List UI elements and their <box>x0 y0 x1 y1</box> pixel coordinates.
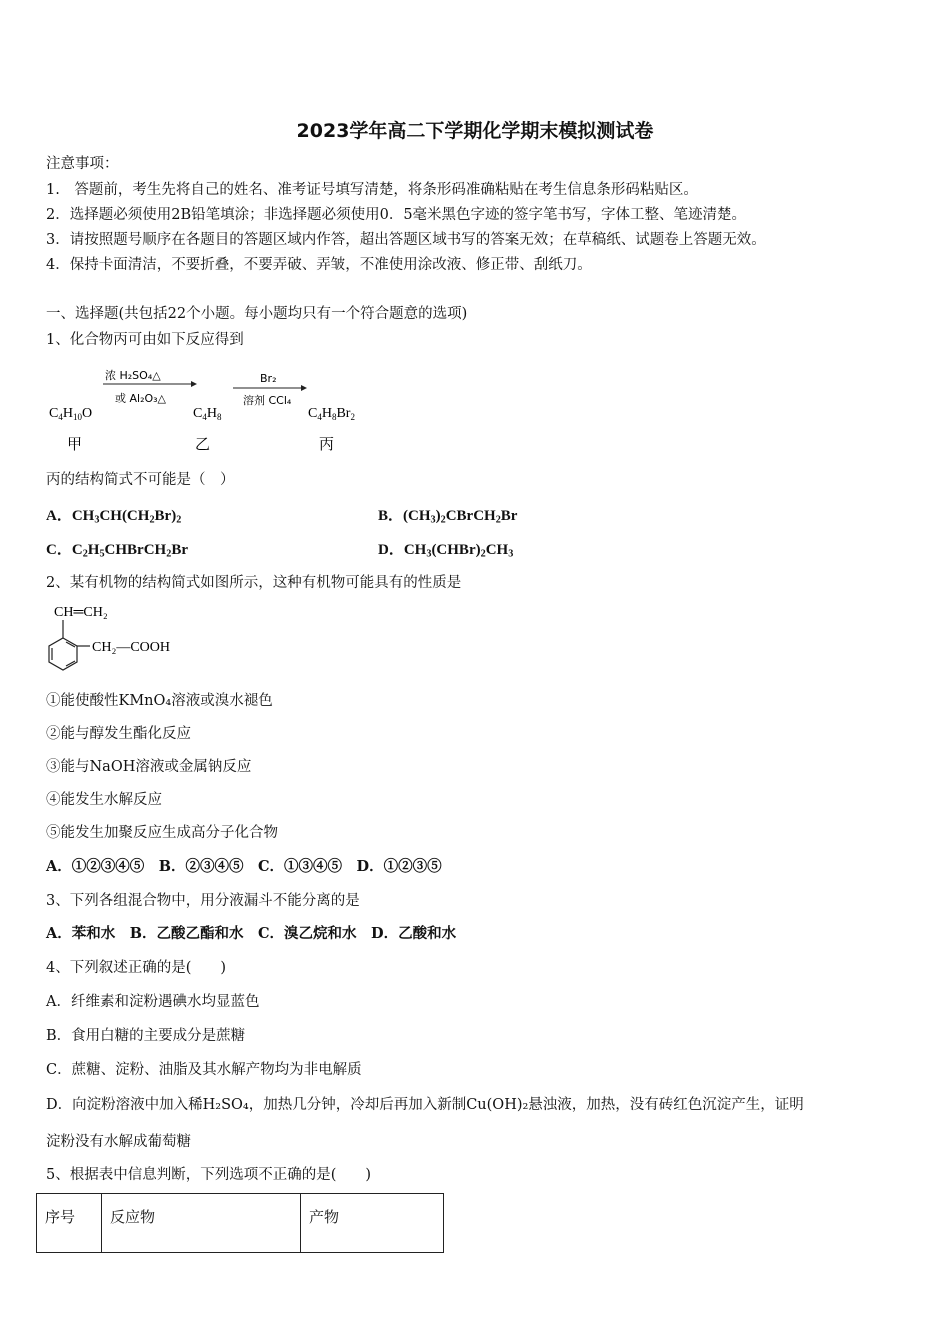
question-2-stem: 2、某有机物的结构简式如图所示，这种有机物可能具有的性质是 <box>46 575 462 591</box>
table-header-cell: 产物 <box>301 1194 444 1253</box>
reagent-2-bottom: 溶剂 CCl₄ <box>243 394 292 407</box>
section-heading: 一、选择题(共包括22个小题。每小题均只有一个符合题意的选项) <box>46 306 468 322</box>
q2-property: ④能发生水解反应 <box>46 792 162 808</box>
question-5-stem: 5、根据表中信息判断，下列选项不正确的是( ) <box>46 1167 372 1183</box>
q1-option-a: A．$CH_3CH(CH_2Br)_2$ <box>46 508 182 526</box>
option-prefix: D． <box>378 542 404 558</box>
table-header-cell: 序号 <box>37 1194 102 1253</box>
notice-item: 2．选择题必须使用2B铅笔填涂；非选择题必须使用0．5毫米黑色字迹的签字笔书写，字体工整、笔迹清楚。 <box>46 207 747 223</box>
notice-item: 1. 答题前，考生先将自己的姓名、准考证号填写清楚，将条形码准确粘贴在考生信息条形码粘贴区。 <box>46 182 698 198</box>
label-yi: 乙 <box>195 435 211 453</box>
arrow-head-icon <box>301 385 307 391</box>
table-header-cell: 反应物 <box>102 1194 301 1253</box>
q1-option-d: D．$CH_3(CHBr)_2CH_3$ <box>378 542 514 560</box>
q2-property: ⑤能发生加聚反应生成高分子化合物 <box>46 825 278 841</box>
q3-options: A．苯和水 B．乙酸乙酯和水 C．溴乙烷和水 D．乙酸和水 <box>46 925 457 942</box>
compound-c-formula: $C_4H_8Br_2$ <box>308 406 355 422</box>
reaction-scheme <box>45 362 385 457</box>
notice-item: 3．请按照题号顺序在各题目的答题区域内作答，超出答题区域书写的答案无效；在草稿纸、试题卷上答题无效。 <box>46 232 766 248</box>
q4-option-a: A．纤维素和淀粉遇碘水均显蓝色 <box>46 994 260 1010</box>
side-chain-label: CH₂—COOH <box>92 640 170 655</box>
question-4-stem: 4、下列叙述正确的是( ) <box>46 960 227 976</box>
option-prefix: B． <box>378 508 404 524</box>
question-1-stem: 1、化合物丙可由如下反应得到 <box>46 332 244 348</box>
q4-option-d: D．向淀粉溶液中加入稀H₂SO₄，加热几分钟，冷却后再加入新制Cu(OH)₂悬浊液，加热，没有砖红色沉淀产生，证明 <box>46 1097 804 1113</box>
q2-property: ①能使酸性KMnO₄溶液或溴水褪色 <box>46 693 273 709</box>
option-prefix: C． <box>46 542 72 558</box>
q2-property: ③能与NaOH溶液或金属钠反应 <box>46 759 252 775</box>
q4-option-c: C．蔗糖、淀粉、油脂及其水解产物均为非电解质 <box>46 1062 362 1078</box>
reagent-1-top: 浓 H₂SO₄△ <box>105 369 161 382</box>
reagent-2-top: Br₂ <box>260 372 277 385</box>
compound-b-formula: $C_4H_8$ <box>193 406 222 422</box>
label-bing: 丙 <box>319 435 335 453</box>
table-row <box>37 1194 444 1253</box>
notice-heading: 注意事项： <box>46 156 119 172</box>
benzene-ring-icon <box>49 638 77 670</box>
q4-option-d-continued: 淀粉没有水解成葡萄糖 <box>46 1134 191 1150</box>
question-1-question: 丙的结构简式不可能是（ ） <box>46 472 235 488</box>
q1-option-b: B．$(CH_3)_2CBrCH_2Br$ <box>378 508 518 526</box>
q5-table <box>36 1193 444 1253</box>
molecule-structure <box>42 598 212 678</box>
page-title: 2023学年高二下学期化学期末模拟测试卷 <box>296 120 654 142</box>
q4-option-b: B．食用白糖的主要成分是蔗糖 <box>46 1028 246 1044</box>
label-jia: 甲 <box>67 435 83 453</box>
vinyl-group-label: CH═CH₂ <box>54 605 108 620</box>
compound-a-formula: $C_4H_{10}O$ <box>49 406 93 422</box>
arrow-head-icon <box>191 381 197 387</box>
option-prefix: A． <box>46 508 72 524</box>
q1-option-c: C．$C_2H_5CHBrCH_2Br$ <box>46 542 188 560</box>
q2-property: ②能与醇发生酯化反应 <box>46 726 191 742</box>
question-3-stem: 3、下列各组混合物中，用分液漏斗不能分离的是 <box>46 893 360 909</box>
notice-item: 4．保持卡面清洁，不要折叠，不要弄破、弄皱，不准使用涂改液、修正带、刮纸刀。 <box>46 257 592 273</box>
q2-options: A．①②③④⑤ B．②③④⑤ C．①③④⑤ D．①②③⑤ <box>46 858 442 875</box>
reagent-1-bottom: 或 Al₂O₃△ <box>115 392 167 405</box>
